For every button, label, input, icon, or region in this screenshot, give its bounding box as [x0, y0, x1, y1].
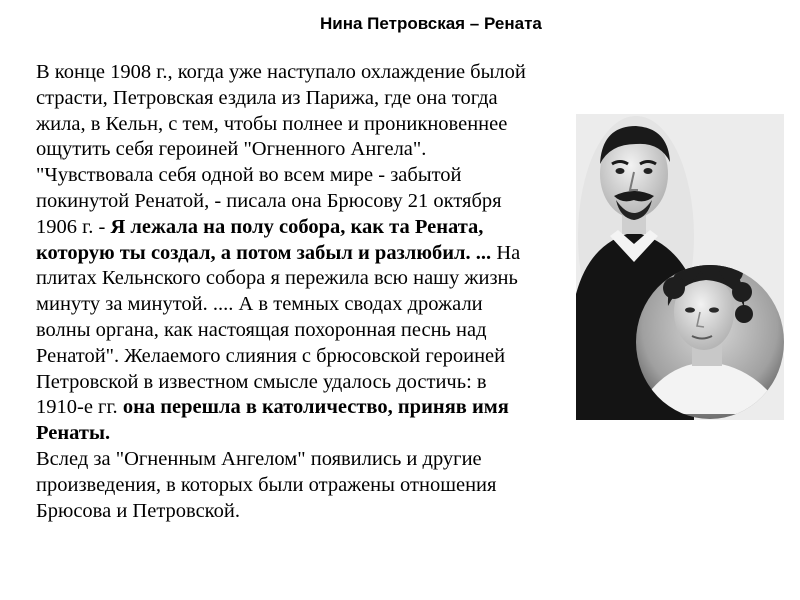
- article-paragraph-2: Вслед за "Огненным Ангелом" появились и другие произведения, в которых были отражены отношения Брюсова и Петровской.: [36, 447, 497, 522]
- article-quote-bold: Я лежала на полу собора, как та Рената, которую ты создал, а потом забыл и разлюбил. ...: [36, 215, 492, 264]
- article-middle-text: На плитах Кельнского собора я пережила всю нашу жизнь минуту за минутой. .... А в темных сводах дрожали волны органа, как настоящая похоронная песнь над Ренатой". Желаемого слияния с брюсовской героиней Петровской в известном смысле удалось достичь: в 1910-е гг.: [36, 241, 521, 419]
- portrait-illustration: [576, 114, 784, 420]
- article-intro-text: В конце 1908 г., когда уже наступало охлаждение былой страсти, Петровская ездила из Парижа, где она тогда жила, в Кельн, с тем, чтобы полнее и проникновеннее ощутить себя героиней "Огненного Ангела". "Чувствовала себя одной во всем мире - забытой покинутой Ренатой, - писала она Брюсову 21 октября 1906 г. -: [36, 61, 526, 238]
- article-paragraph-1: [36, 60, 536, 447]
- page-title: Нина Петровская – Рената: [320, 14, 542, 33]
- article-body: [36, 60, 536, 524]
- article-conclusion-bold: она перешла в католичество, приняв имя Ренаты.: [36, 396, 509, 445]
- portrait-photos: [576, 114, 784, 420]
